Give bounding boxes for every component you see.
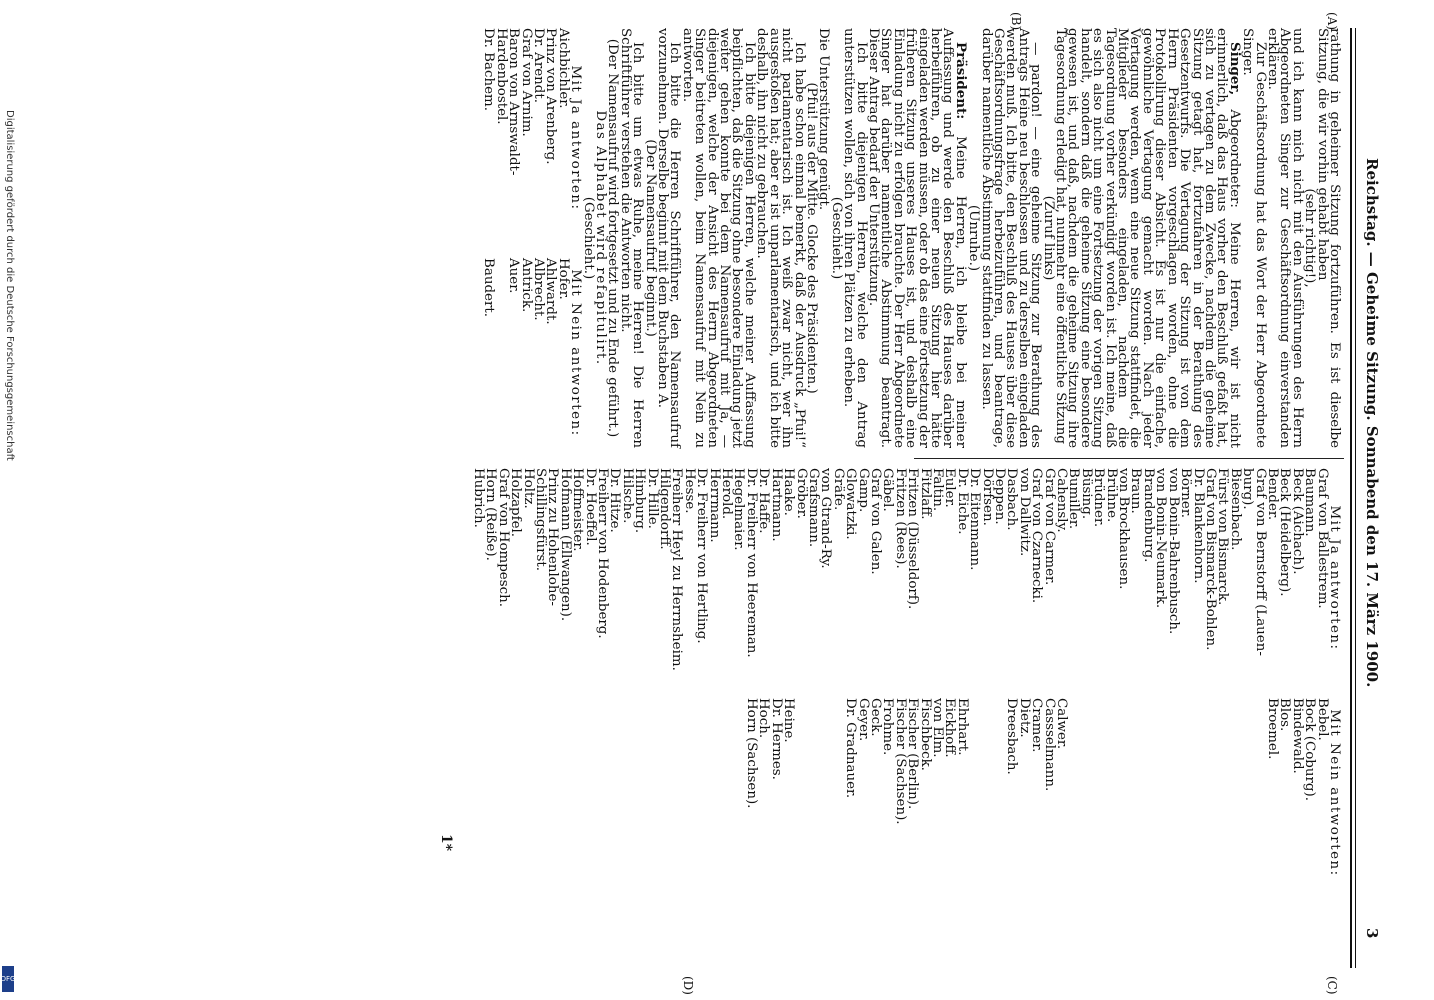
- voter-name: [1079, 698, 1091, 888]
- voter-name: Holtz.: [520, 468, 536, 509]
- voter-name: Fischer (Sachsen).: [892, 698, 908, 825]
- voter-name: Dörfsen.: [979, 468, 995, 526]
- voter-name: Hubrich.: [470, 468, 486, 528]
- voter-name: Horn (Reiße).: [483, 468, 499, 561]
- voter-name: [1104, 698, 1116, 888]
- margin-c: (C): [1325, 976, 1339, 995]
- voter-name: Börner.: [1178, 468, 1194, 519]
- voter-name: Gräfe.: [830, 468, 846, 511]
- header-rule-thick: [1350, 28, 1352, 968]
- interjection: (Unruhe.): [966, 204, 982, 272]
- voter-name: von Elm.: [930, 698, 945, 758]
- voter-name: Prinz von Arenberg.: [543, 28, 559, 165]
- voter-name: Dr. Haffe.: [756, 468, 772, 534]
- voter-name: Fritzen (Düsseldorf).: [905, 468, 921, 610]
- voter-name: Ehrhart.: [954, 698, 970, 756]
- interjection: (sehr richtig!),: [1302, 188, 1318, 288]
- voter-name: Freiherr von Hodenberg.: [595, 468, 611, 639]
- voter-name: [831, 698, 843, 888]
- voter-name: Bumiller.: [1066, 468, 1082, 530]
- voter-name: Biesenbach.: [1227, 468, 1243, 551]
- voter-name: Haake.: [781, 468, 797, 516]
- margin-d: (D): [681, 976, 695, 995]
- yes-list: [472, 468, 1340, 688]
- yes-list: [481, 28, 584, 248]
- page-number: 3: [1363, 928, 1381, 939]
- voter-name: Heine.: [781, 698, 797, 743]
- voter-name: Broemel.: [1264, 698, 1280, 760]
- voter-name: Gröber.: [793, 468, 809, 519]
- voter-name: Dietz.: [1016, 698, 1032, 738]
- paragraph: Das Alphabet wird refapitulirt.: [593, 110, 609, 366]
- voter-name: Freiherr Heyl zu Herrnsheim.: [669, 468, 685, 671]
- voter-name: Frohme.: [880, 698, 896, 756]
- left-column: [482, 28, 1340, 448]
- voter-name: Baumann.: [1302, 468, 1318, 537]
- dfg-logo: DFG: [2, 966, 14, 992]
- voter-name: Gäbel.: [880, 468, 896, 512]
- voter-name: Bock (Coburg).: [1302, 698, 1318, 801]
- voter-name: [494, 258, 506, 448]
- voter-name: Grafsmann.: [805, 468, 821, 548]
- voter-name: Herold.: [719, 468, 735, 520]
- voter-name: Hofmann (Ellwangen).: [557, 468, 573, 622]
- voter-name: [1216, 698, 1228, 888]
- right-column: [472, 468, 1340, 888]
- voter-name: Herrmann.: [706, 468, 722, 543]
- paragraph: und ich kann mich nicht mit den Ausführungen des Herrn Abgeordneten Singer zur Geschäftsordnung einverstanden erklären.: [1264, 28, 1305, 448]
- speech-singer: [1054, 28, 1241, 448]
- voter-name: Faltin.: [930, 468, 945, 512]
- voter-name: Gamp.: [855, 468, 871, 513]
- voter-name: Euler.: [942, 468, 958, 508]
- voter-name: Dr. Hille.: [644, 468, 660, 529]
- voter-name: Dasbach.: [1004, 468, 1020, 531]
- interjection: (Zuruf links): [1040, 195, 1056, 281]
- voter-name: [1129, 698, 1141, 888]
- voter-name: Cramer.: [1029, 698, 1045, 753]
- voter-name: [980, 698, 992, 888]
- interjection: (Geschieht.): [828, 196, 844, 280]
- voter-name: Geyer.: [855, 698, 871, 742]
- voter-name: Glowatzki.: [843, 468, 859, 540]
- voter-name: Auer.: [506, 258, 522, 294]
- margin-a: (A): [1325, 12, 1339, 31]
- speaker-name: Präsident:: [952, 42, 969, 120]
- voter-name: Dr. Arendt.: [531, 28, 546, 104]
- voter-name: Hofer.: [555, 258, 571, 300]
- yes-heading: Mit Ja antworten:: [1327, 505, 1342, 651]
- interjection: (Der Namensaufruf wird fortgesetzt und zu Ende geführt.): [605, 38, 621, 438]
- page-header: [1356, 28, 1382, 968]
- voter-name: Fürst von Bismarck.: [1215, 468, 1231, 606]
- voter-name: von Brockhausen.: [1116, 468, 1132, 590]
- voter-name: [993, 698, 1005, 888]
- paragraph: Ich bitte um etwas Ruhe, meine Herren! Die Herren Schriftführer verstehen die Antworten nicht.: [617, 28, 646, 448]
- voter-name: Braun.: [1128, 468, 1144, 514]
- voter-name: [1241, 698, 1253, 888]
- paragraph: Ich bitte die Herren Schriftführer, den Namensaufruf vorzunehmen. Derselbe beginnt mit dem Buchstaben A.: [655, 28, 683, 448]
- voter-name: Fritzen (Rees).: [892, 468, 908, 569]
- interjection: (Geschieht.): [580, 196, 596, 280]
- voter-name: Cassselmann.: [1041, 698, 1057, 792]
- no-list: [481, 258, 584, 448]
- voter-name: Dr. Eiche.: [954, 468, 970, 535]
- voter-name: Dr. Hermes.: [768, 698, 784, 780]
- voter-name: Hesse.: [681, 468, 697, 514]
- voter-name: Bindewald.: [1289, 698, 1305, 774]
- voter-name: Baron von Arnswaldt-: [506, 28, 522, 176]
- voter-name: [1142, 698, 1154, 888]
- voter-name: Holzapfel.: [508, 468, 524, 538]
- margin-b: (B): [1009, 12, 1023, 31]
- voter-name: von Gtrand-Ry.: [818, 468, 834, 569]
- voter-name: Büsing.: [1078, 468, 1094, 520]
- voter-name: Himburg.: [632, 468, 648, 534]
- paragraph: Ich bitte diejenigen Herren, welche meiner Auffassung beipflichten, daß die Sitzung ohne besondere Einladung jetzt weiter gehen konnte bei dem Namensaufruf mit Ja, — diejenigen, welche der Ansicht des Herrn Abgeordneten Singer beitreten wollen, beim Namensaufruf mit Nein zu antworten.: [679, 28, 757, 448]
- voter-name: burg).: [1240, 468, 1256, 510]
- paragraph: Ich bitte diejenigen Herren, welche den Antrag unterstützen wollen, sich von ihren Plätzen zu erheben.: [841, 28, 869, 448]
- voter-name: Hilsche.: [619, 468, 635, 524]
- interjection: (Pfui! aus der Mitte. Glocke des Präsidenten.): [803, 82, 819, 394]
- speech-text: Abgeordneter: Meine Herren, wir ist nicht erinnerlich, daß das Haus vorher den Beschluß gefaßt hat, sich zu vertagen zu dem Zwecke, nachdem die geheime Sitzung getagt hat, fortzufahren in der Berathung des Gesetzentwurfs. Die Vertagung der Sitzung ist von dem Herrn Präsidenten vorgeschlagen worden, ohne die Protokollirung dieser Absicht. Es ist nur die einfache, gewöhnliche Vertagung gemacht worden. Nach jeder Vertagung werden, wenn eine neue Sitzung stattfindet, die Mitglieder besonders eingeladen, nachdem die Tagesordnung vorher verkündigt worden ist. Ich meine, daß es sich also nicht um eine Fortsetzung der vorigen Sitzung handelt, sondern daß die geheime Sitzung eine besondere gewesen ist, und daß, nachdem die geheime Sitzung ihre Tagesordnung erledigt hat, nunmehr eine öffentliche Sitzung: [1053, 28, 1242, 448]
- voter-name: Graf von Galen.: [867, 468, 883, 575]
- voter-name: Dreesbach.: [1004, 698, 1020, 775]
- voter-name: [1179, 698, 1191, 888]
- voter-name: [819, 698, 831, 888]
- speech-president: [867, 28, 967, 448]
- voter-name: Brühne.: [1103, 468, 1119, 523]
- voter-name: Beck (Aichach).: [1289, 468, 1305, 575]
- voter-name: Ahlwardt.: [543, 258, 559, 325]
- voter-name: [1092, 698, 1104, 888]
- voter-name: Graf von Ballestrem.: [1314, 468, 1330, 609]
- vote-list-right: [472, 468, 1340, 888]
- voter-name: [1204, 698, 1216, 888]
- running-head: Reichstag. — Geheime Sitzung. Sonnabend den 17. März 1900.: [1363, 158, 1381, 688]
- voter-name: von Dallwitz.: [1016, 468, 1032, 557]
- voter-name: Fischer (Berlin).: [905, 698, 921, 810]
- voter-name: Horn (Sachsen).: [743, 698, 759, 809]
- voter-name: von Bonin-Neumark.: [1153, 468, 1169, 609]
- voter-name: Hegelmaier.: [731, 468, 747, 551]
- voter-name: Hilgendorff.: [657, 468, 673, 550]
- voter-name: Antrick.: [518, 258, 534, 313]
- paragraph: Zur Geschäftsordnung hat das Wort der Herr Abgeordnete Singer.: [1240, 28, 1268, 448]
- yes-heading: Mit Ja antworten:: [568, 65, 584, 211]
- voter-name: Aichbichler.: [555, 28, 571, 109]
- paragraph: rathung in geheimer Sitzung fortzuführen. Es ist dieselbe Sitzung, die wir vorhin gehabt haben: [1314, 28, 1342, 448]
- voter-name: Dr. Hitze.: [607, 468, 623, 533]
- voter-name: Graf von Carmer.: [1041, 468, 1057, 586]
- voter-name: Deppen.: [992, 468, 1008, 525]
- voter-name: Dr. Freiherr von Hertling.: [694, 468, 710, 644]
- voter-name: Blos.: [1277, 698, 1293, 732]
- no-heading: Mit Nein antworten:: [568, 269, 584, 437]
- paragraph: Ich habe schon einmal bemerkt, daß der Ausdruck „Pfui!“ nicht parlamentarisch ist. Ich weiß zwar nicht, wer ihn ausgestoßen hat; aber er ist unparlamentarisch, und ich bitte deshalb, ihn nicht zu gebrauchen.: [754, 28, 807, 448]
- voter-name: Brüdner.: [1091, 468, 1107, 528]
- voter-name: Calwer.: [1054, 698, 1070, 750]
- voter-name: Albrecht.: [531, 258, 546, 321]
- header-rule: [1355, 28, 1356, 968]
- voter-name: Graf von Bismarck-Bohlen.: [1202, 468, 1218, 651]
- voter-name: Graf von Arnim.: [518, 28, 534, 137]
- voter-name: Baudert.: [481, 258, 497, 317]
- voter-name: [1154, 698, 1166, 888]
- paragraph: Die Unterstützung genügt.: [816, 28, 832, 211]
- no-list: [472, 698, 1340, 888]
- voter-name: Dr. Gradnauer.: [843, 698, 859, 799]
- speaker-name: Singer,: [1226, 42, 1243, 96]
- voter-name: Hardenbostel.: [493, 28, 509, 125]
- voter-name: Eickhoff.: [942, 698, 958, 758]
- voter-name: Prinz zu Hohenlohe-: [545, 468, 561, 606]
- voter-name: Cahensly.: [1054, 468, 1070, 533]
- column-divider: [914, 458, 1344, 459]
- voter-name: Dr. Freiherr von Heereman.: [743, 468, 759, 658]
- voter-name: Dr. Eitenmann.: [967, 468, 983, 571]
- voter-name: [1191, 698, 1203, 888]
- voter-name: Graf von Czarnecki.: [1029, 468, 1045, 604]
- voter-name: Dr. Hoeffel.: [582, 468, 598, 546]
- voter-name: [1117, 698, 1129, 888]
- voter-name: Geck.: [867, 698, 883, 737]
- interjection: (Der Namensaufruf beginnt.): [642, 139, 658, 337]
- rotated-page: [62, 12, 1382, 995]
- voter-name: Fischbeck.: [917, 698, 933, 771]
- voter-name: Graf von Hompesch.: [495, 468, 511, 607]
- voter-name: Beck (Heidelberg).: [1277, 468, 1293, 597]
- voter-name: Hoffmeister.: [570, 468, 586, 552]
- no-heading: Mit Nein antworten:: [1327, 709, 1342, 877]
- voter-name: Hartmann.: [768, 468, 784, 542]
- voter-name: Brandenburg.: [1140, 468, 1156, 563]
- signature-mark: 1*: [438, 834, 454, 852]
- paragraph: — pardon! — eine geheime Sitzung zur Berathung des Antrags Heine neu beschlossen und zu derselben eingeladen werden muß. Ich bitte, den Beschluß des Hauses über diese Geschäftsordnungsfrage herbeizuführen, und beantrage, darüber namentliche Abstimmung stattfinden zu lassen.: [978, 28, 1044, 448]
- voter-name: [1166, 698, 1178, 888]
- vote-list-left: [481, 28, 584, 448]
- voter-name: Bender.: [1264, 468, 1280, 521]
- voter-name: Fitzlaff.: [917, 468, 933, 520]
- voter-name: Bebel.: [1314, 698, 1330, 741]
- digitization-credit: Digitalisierung gefördert durch die Deutsche Forschungsgemeinschaft: [4, 110, 15, 461]
- voter-name: [1253, 698, 1265, 888]
- voter-name: Schillingsfürst.: [533, 468, 548, 571]
- voter-name: [1228, 698, 1240, 888]
- voter-name: Dr. Bachem.: [481, 28, 497, 112]
- voter-name: von Bonin-Bahrenbusch.: [1165, 468, 1181, 635]
- voter-name: Hoch.: [756, 698, 772, 739]
- speech-text: Meine Herren, ich bleibe bei meiner Auffassung und werde den Beschluß des Hauses darüber herbeiführen, ob zu einer neuen Sitzung hier hätte eingeladen werden müssen, oder ob das eine Fortsetzung der früheren Sitzung unseres Hauses ist, und deshalb eine Einladung nicht zu erfolgen brauchte. Der Herr Abgeordnete Singer hat darüber namentliche Abstimmung beantragt. Dieser Antrag bedarf der Unterstützung.: [865, 28, 968, 448]
- voter-name: Dr. Blankenhorn.: [1190, 468, 1206, 584]
- voter-name: [807, 698, 819, 888]
- voter-name: Graf von Bernstorff (Lauen-: [1252, 468, 1268, 656]
